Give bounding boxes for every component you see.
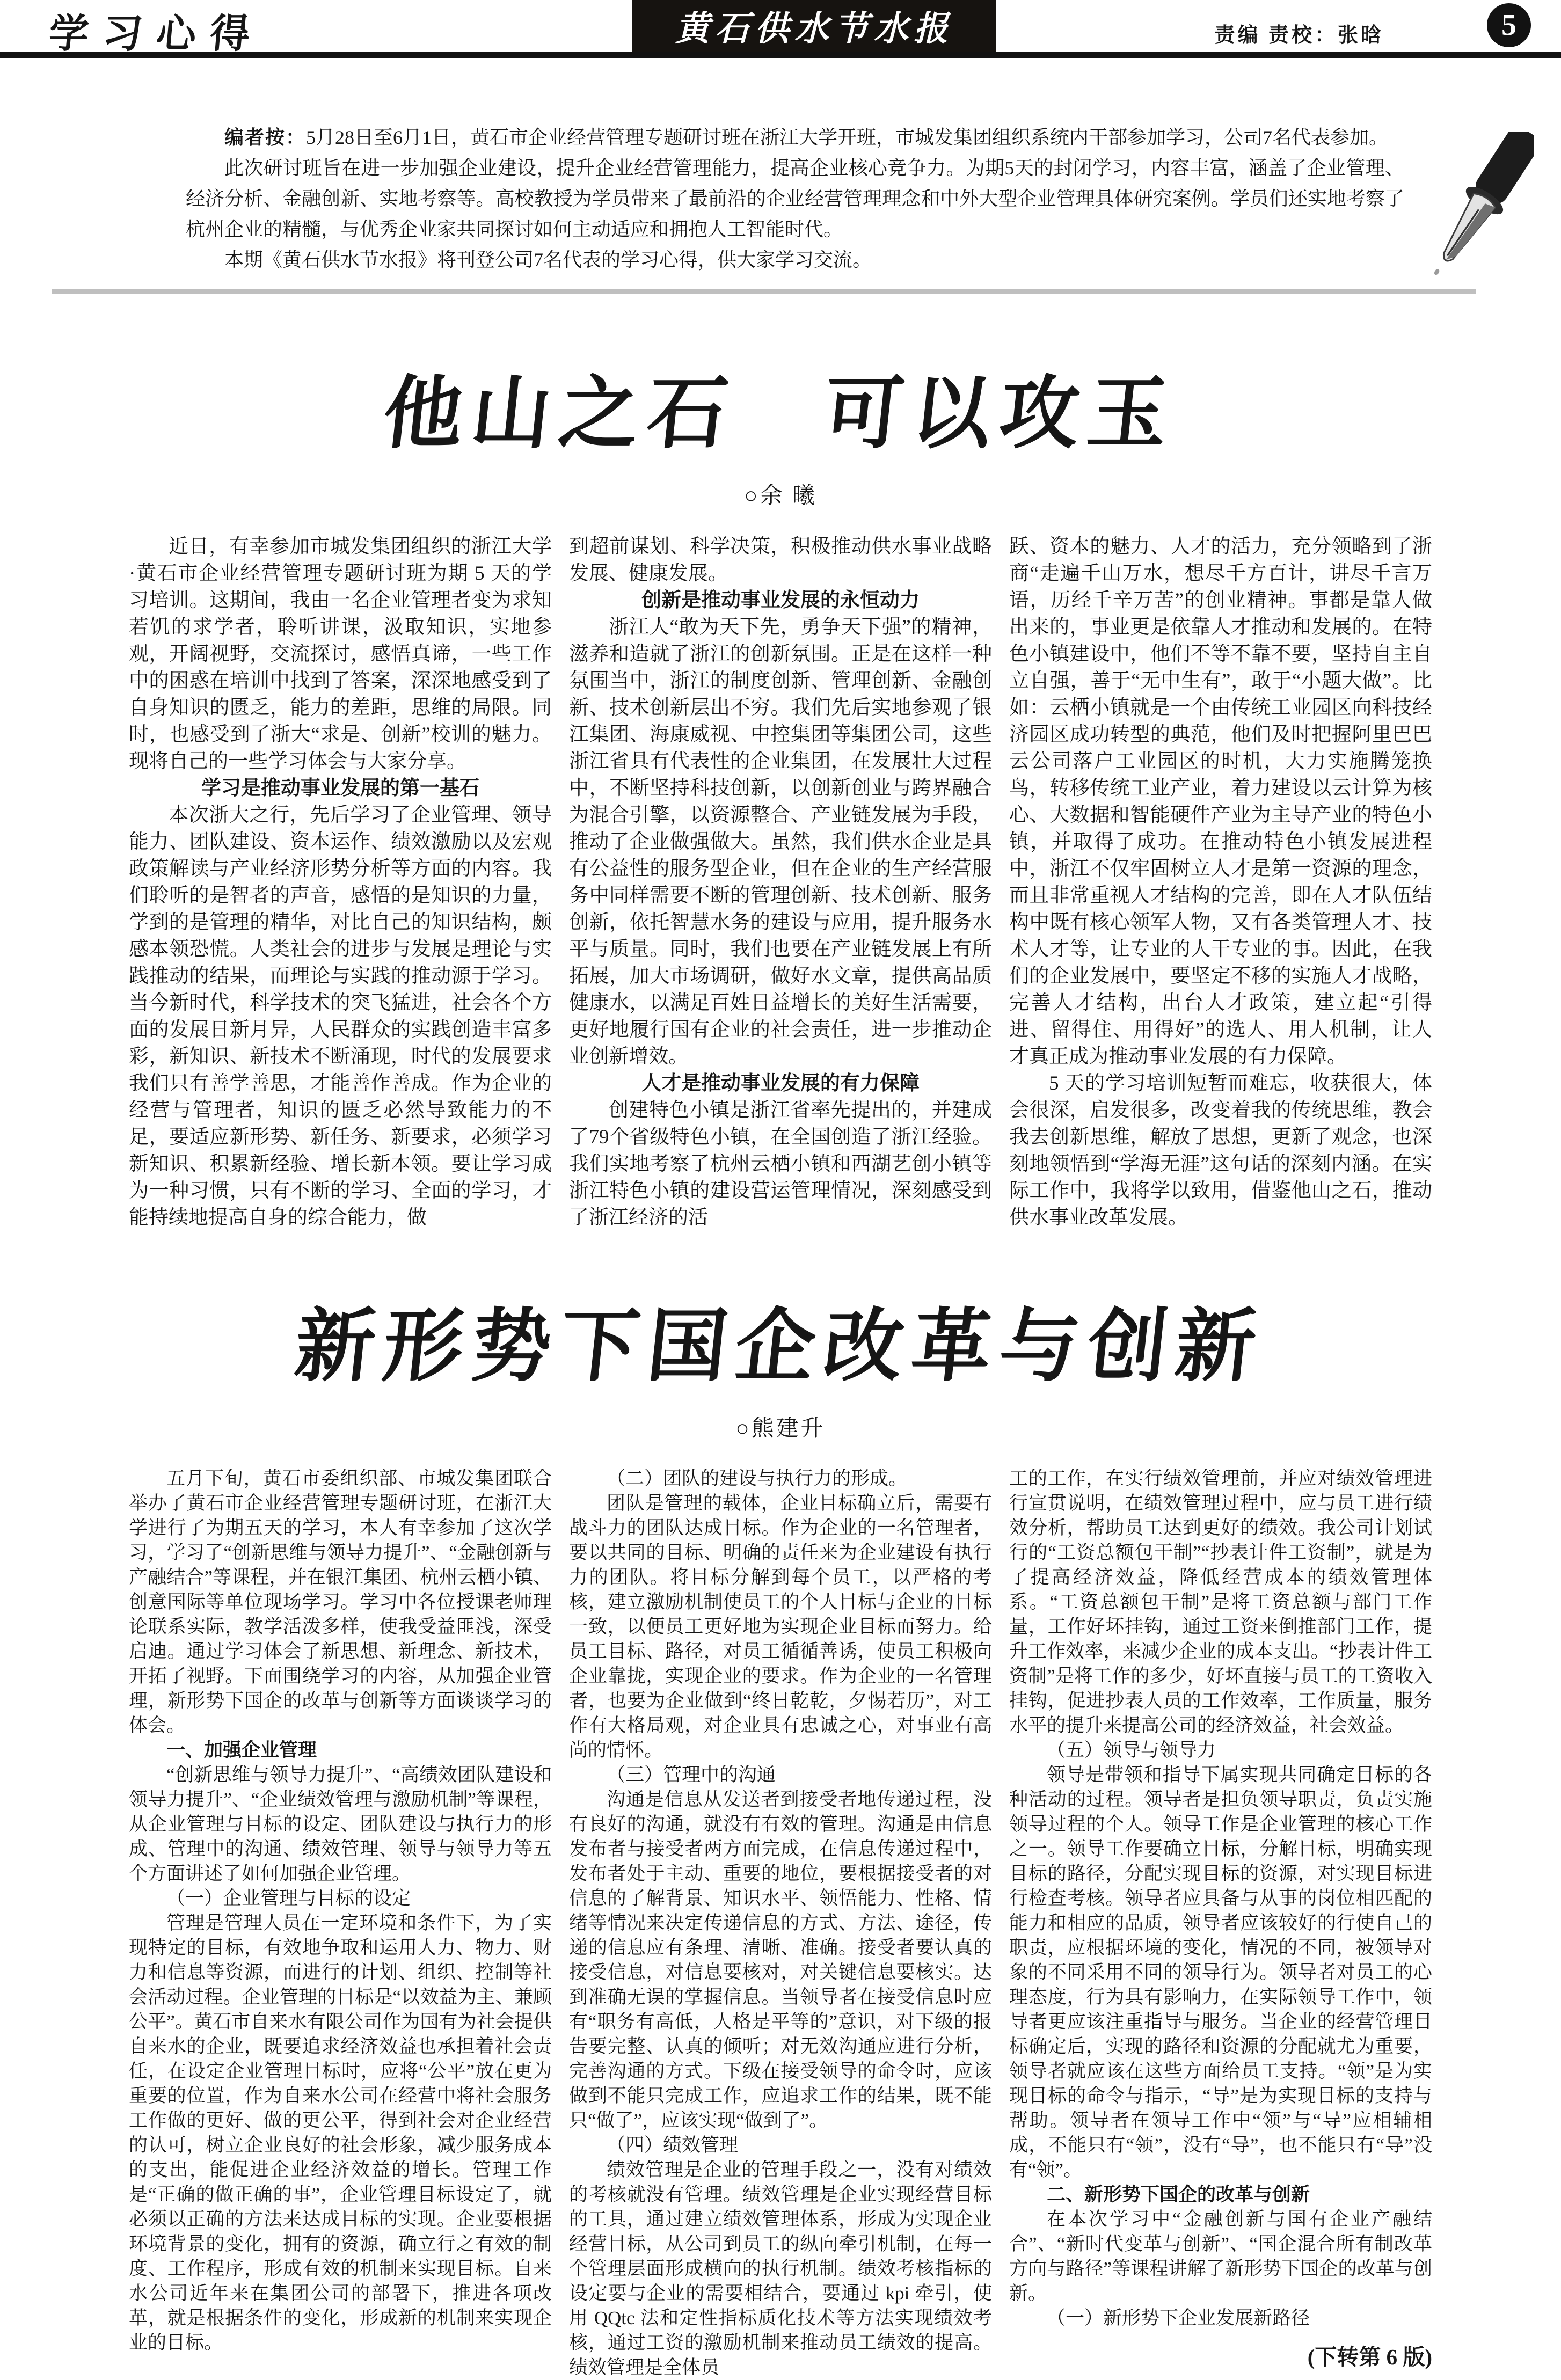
- sub-heading: （一）企业管理与目标的设定: [166, 1888, 411, 1909]
- article-title: 新形势下国企改革与创新: [290, 1303, 1269, 1391]
- sub-heading: （一）新形势下企业发展新路径: [1047, 2308, 1310, 2328]
- paragraph: 在本次学习中“金融创新与国有企业产融结合”、“新时代变革与创新”、“国企混合所有制改革方向与路径”等课程讲解了新形势下国企的改革与创新。: [1009, 2209, 1432, 2304]
- article-guoqi-gaige: [0, 1283, 1561, 2380]
- editor-note: [186, 122, 1404, 275]
- paragraph: 五月下旬，黄石市委组织部、市城发集团联合举办了黄石市企业经营管理专题研讨班，在浙江大学进行了为期五天的学习，本人有幸参加了这次学习，学习了“创新思维与领导力提升”、“金融创新与产融结合”等课程，并在银江集团、杭州云栖小镇、创意国际等单位现场学习。学习中各位授课老师理论联系实际，教学活泼多样，使我受益匪浅，深受启迪。通过学习体会了新思想、新理念、新技术，开拓了视野。下面围绕学习的内容，从加强企业管理，新形势下国企的改革与创新等方面谈谈学习的体会。: [129, 1468, 552, 1736]
- pen-nib-illustration: [1411, 132, 1534, 304]
- paragraph: “创新思维与领导力提升”、“高绩效团队建设和领导力提升”、“企业绩效管理与激励机制”等课程，从企业管理与目标的设定、团队建设与执行力的形成、管理中的沟通、绩效管理、领导与领导力等五个方面讲述了如何加强企业管理。: [129, 1764, 552, 1884]
- sub-heading: （五）领导与领导力: [1047, 1740, 1216, 1761]
- paragraph: 5 天的学习培训短暂而难忘，收获很大，体会很深，启发很多，改变着我的传统思维，教会我去创新思维，解放了思想，更新了观念，也深刻地领悟到“学海无涯”这句话的深刻内涵。在实际工作中，我将学以致用，借鉴他山之石，推动供水事业改革发展。: [1009, 1072, 1432, 1229]
- section-divider: [52, 289, 1476, 294]
- paragraph: 工的工作，在实行绩效管理前，并应对绩效管理进行宣贯说明，在绩效管理过程中，应与员工进行绩效分析，帮助员工达到更好的绩效。我公司计划试行的“工资总额包干制”“抄表计件工资制”，就是为了提高经济效益，降低经营成本的绩效管理体系。“工资总额包干制”是将工资总额与部门工作量，工作好坏挂钩，通过工资来倒推部门工作，提升工作效率，来减少企业的成本支出。“抄表计件工资制”是将工作的多少，好坏直接与员工的工资收入挂钩，促进抄表人员的工作效率，工作质量，服务水平的提升来提高公司的经济效益，社会效益。: [1009, 1468, 1432, 1736]
- article-author: ○余 曦: [744, 484, 817, 508]
- editor-note-label: 编者按：: [224, 127, 307, 148]
- article-column: [129, 1466, 552, 2380]
- paragraph: 管理是管理人员在一定环境和条件下，为了实现特定的目标，有效地争取和运用人力、物力、财力和信息等资源，而进行的计划、组织、控制等社会活动过程。企业管理的目标是“以效益为主、兼顾公平”。黄石市自来水有限公司作为国有为社会提供自来水的企业，既要追求经济效益也承担着社会责任，在设定企业管理目标时，应将“公平”放在更为重要的位置，作为自来水公司在经营中将社会服务工作做的更好、做的更公平，得到社会对企业经营的认可，树立企业良好的社会形象，减少服务成本的支出，能促进企业经济效益的增长。管理工作是“正确的做正确的事”，企业管理目标设定了，就必须以正确的方法来达成目标的实现。企业要根据环境背景的变化，拥有的资源，确立行之有效的制度、工作程序，形成有效的机制来实现目标。自来水公司近年来在集团公司的部署下，推进各项改革，就是根据条件的变化，形成新的机制来实现企业的目标。: [129, 1912, 552, 2353]
- article-column: [569, 1466, 992, 2380]
- editor-note-paragraph: 此次研讨班旨在进一步加强企业建设，提升企业经营管理能力，提高企业核心竞争力。为期5天的封闭学习，内容丰富，涵盖了企业管理、经济分析、金融创新、实地考察等。高校教授为学员带来了最前沿的企业经营管理理念和中外大型企业管理具体研究案例。学员们还实地考察了杭州企业的精髓，与优秀企业家共同探讨如何主动适应和拥抱人工智能时代。: [186, 157, 1404, 240]
- editor-note-paragraph: 本期《黄石供水节水报》将刊登公司7名代表的学习心得，供大家学习交流。: [224, 249, 872, 271]
- sub-heading: （三）管理中的沟通: [607, 1764, 776, 1785]
- paragraph: 领导是带领和指导下属实现共同确定目标的各种活动的过程。领导者是担负领导职责，负责实施领导过程的个人。领导工作是企业管理的核心工作之一。领导工作要确立目标，分解目标，明确实现目标的路径，分配实现目标的资源，对实现目标进行检查考核。领导者应具备与从事的岗位相匹配的能力和相应的品质，领导者应该较好的行使自己的职责，应根据环境的变化，情况的不同，被领导对象的不同采用不同的领导行为。领导者对员工的心理态度，行为具有影响力，在实际领导工作中，领导者更应该注重指导与服务。当企业的经营管理目标确定后，实现的路径和资源的分配就尤为重要，领导者就应该在这些方面给员工支持。“领”是为实现目标的命令与指示，“导”是为实现目标的支持与帮助。领导者在领导工作中“领”与“导”应相辅相成，不能只有“领”，没有“导”，也不能只有“导”没有“领”。: [1009, 1764, 1432, 2180]
- section-heading: 一、加强企业管理: [166, 1740, 317, 1761]
- section-heading: 二、新形势下国企的改革与创新: [1047, 2184, 1310, 2205]
- article-column: [569, 534, 992, 1231]
- section-heading: 人才是推动事业发展的有力保障: [641, 1072, 920, 1094]
- paragraph: 创建特色小镇是浙江省率先提出的，并建成了79个省级特色小镇，在全国创造了浙江经验。我们实地考察了杭州云栖小镇和西湖艺创小镇等浙江特色小镇的建设营运管理情况，深刻感受到了浙江经济的活: [569, 1099, 992, 1229]
- sub-heading: （二）团队的建设与执行力的形成。: [607, 1468, 908, 1489]
- page-number: 5: [1501, 9, 1516, 42]
- article-columns: [129, 1466, 1432, 2380]
- article-column: [1009, 534, 1432, 1231]
- paragraph: 跃、资本的魅力、人才的活力，充分领略到了浙商“走遍千山万水，想尽千方百计，讲尽千言万语，历经千辛万苦”的创业精神。事都是靠人做出来的，事业更是依靠人才推动和发展的。在特色小镇建设中，他们不等不靠不要，坚持自主自立自强，善于“无中生有”，敢于“小题大做”。比如：云栖小镇就是一个由传统工业园区向科技经济园区成功转型的典范，他们及时把握阿里巴巴云公司落户工业园区的时机，大力实施腾笼换鸟，转移传统工业产业，着力建设以云计算为核心、大数据和智能硬件产业为主导产业的特色小镇，并取得了成功。在推动特色小镇发展进程中，浙江不仅牢固树立人才是第一资源的理念，而且非常重视人才结构的完善，即在人才队伍结构中既有核心领军人物，又有各类管理人才、技术人才等，让专业的人干专业的事。因此，在我们的企业发展中，要坚定不移的实施人才战略，完善人才结构，出台人才政策，建立起“引得进、留得住、用得好”的选人、用人机制，让人才真正成为推动事业发展的有力保障。: [1009, 536, 1432, 1068]
- article-author: ○熊建升: [735, 1417, 826, 1441]
- editor-note-paragraph: 编者按：5月28日至6月1日，黄石市企业经营管理专题研讨班在浙江大学开班，市城发集团组织系统内干部参加学习，公司7名代表参加。: [224, 127, 1389, 148]
- editor-note-body: [186, 122, 1404, 275]
- sub-heading: （四）绩效管理: [607, 2135, 739, 2156]
- article-title: 他山之石 可以攻玉: [378, 370, 1181, 458]
- paragraph: 团队是管理的载体，企业目标确立后，需要有战斗力的团队达成目标。作为企业的一名管理者，要以共同的目标、明确的责任来为企业建设有执行力的团队。将目标分解到每个员工，以严格的考核，建立激励机制使员工的个人目标与企业的目标一致，以便员工更好地为实现企业目标而努力。给员工目标、路径，对员工循循善诱，使员工积极向企业靠拢，实现企业的要求。作为企业的一名管理者，也要为企业做到“终日乾乾，夕惕若历”，对工作有大格局观，对企业具有忠诚之心，对事业有高尚的情怀。: [569, 1493, 992, 1761]
- paragraph: 本次浙大之行，先后学习了企业管理、领导能力、团队建设、资本运作、绩效激励以及宏观政策解读与产业经济形势分析等方面的内容。我们聆听的是智者的声音，感悟的是知识的力量，学到的是管理的精华，对比自己的知识结构，颇感本领恐慌。人类社会的进步与发展是理论与实践推动的结果，而理论与实践的推动源于学习。当今新时代，科学技术的突飞猛进，社会各个方面的发展日新月异，人民群众的实践创造丰富多彩，新知识、新技术不断涌现，时代的发展要求我们只有善学善思，才能善作善成。作为企业的经营与管理者，知识的匮乏必然导致能力的不足，要适应新形势、新任务、新要求，必须学习新知识、积累新经验、增长新本领。要让学习成为一种习惯，只有不断的学习、全面的学习，才能持续地提高自身的综合能力，做: [129, 804, 552, 1229]
- article-column: [1009, 1466, 1432, 2380]
- section-heading: 创新是推动事业发展的永恒动力: [641, 589, 920, 611]
- paragraph: 到超前谋划、科学决策，积极推动供水事业战略发展、健康发展。: [569, 536, 992, 585]
- page-header: [0, 0, 1561, 58]
- page-number-badge: [1487, 3, 1531, 47]
- paragraph: 近日，有幸参加市城发集团组织的浙江大学·黄石市企业经营管理专题研讨班为期 5 天的学习培训。这期间，我由一名企业管理者变为求知若饥的求学者，聆听讲课，汲取知识，实地参观，开阔视野，交流探讨，感悟真谛，一些工作中的困惑在培训中找到了答案，深深地感受到了自身知识的匮乏，能力的差距，思维的局限。同时，也感受到了浙大“求是、创新”校训的魅力。现将自己的一些学习体会与大家分享。: [129, 536, 552, 772]
- article-tashanzhishi: [0, 350, 1561, 1231]
- section-label: 学习心得: [47, 12, 266, 56]
- masthead: [632, 0, 996, 52]
- continuation-note: (下转第 6 版): [1307, 2345, 1432, 2369]
- paragraph: 沟通是信息从发送者到接受者地传递过程，没有良好的沟通，就没有有效的管理。沟通是由信息发布者与接受者两方面完成，在信息传递过程中，发布者处于主动、重要的地位，要根据接受者的对信息的了解背景、知识水平、领悟能力、性格、情绪等情况来决定传递信息的方式、方法、途径，传递的信息应有条理、清晰、准确。接受者要认真的接受信息，对信息要核对，对关键信息要核实。达到准确无误的掌握信息。当领导者在接受信息时应有“职务有高低，人格是平等的”意识，对下级的报告要完整、认真的倾听；对无效沟通应进行分析，完善沟通的方式。下级在接受领导的命令时，应该做到不能只完成工作，应追求工作的结果，既不能只“做了”，应该实现“做到了”。: [569, 1789, 992, 2131]
- article-column: [129, 534, 552, 1231]
- section-heading: 学习是推动事业发展的第一基石: [201, 777, 479, 799]
- masthead-title: 黄石供水节水报: [675, 10, 953, 48]
- paragraph: 绩效管理是企业的管理手段之一，没有对绩效的考核就没有管理。绩效管理是企业实现经营目标的工具，通过建立绩效管理体系，形成为实现企业经营目标，从公司到员工的纵向牵引机制，在每一个管理层面形成横向的执行机制。绩效考核指标的设定要与企业的需要相结合，要通过 kpi 牵引，使用 QQtc 法和定性指标质化技术等方法实现绩效考核，通过工资的激励机制来推动员工绩效的提高。绩效管理是全体员: [569, 2159, 992, 2378]
- pen-nib-icon: [1411, 132, 1534, 304]
- editor-credit: 责编 责校：张晗: [1214, 24, 1384, 47]
- paragraph: 浙江人“敢为天下先，勇争天下强”的精神，滋养和造就了浙江的创新氛围。正是在这样一种氛围当中，浙江的制度创新、管理创新、金融创新、技术创新层出不穷。我们先后实地参观了银江集团、海康威视、中控集团等集团公司，这些浙江省具有代表性的企业集团，在发展壮大过程中，不断坚持科技创新，以创新创业与跨界融合为混合引擎，以资源整合、产业链发展为手段，推动了企业做强做大。虽然，我们供水企业是具有公益性的服务型企业，但在企业的生产经营服务中同样需要不断的管理创新、技术创新、服务创新，依托智慧水务的建设与应用，提升服务水平与质量。同时，我们也要在产业链发展上有所拓展，加大市场调研，做好水文章，提供高品质健康水，以满足百姓日益增长的美好生活需要，更好地履行国有企业的社会责任，进一步推动企业创新增效。: [569, 616, 992, 1068]
- article-columns: [129, 534, 1432, 1231]
